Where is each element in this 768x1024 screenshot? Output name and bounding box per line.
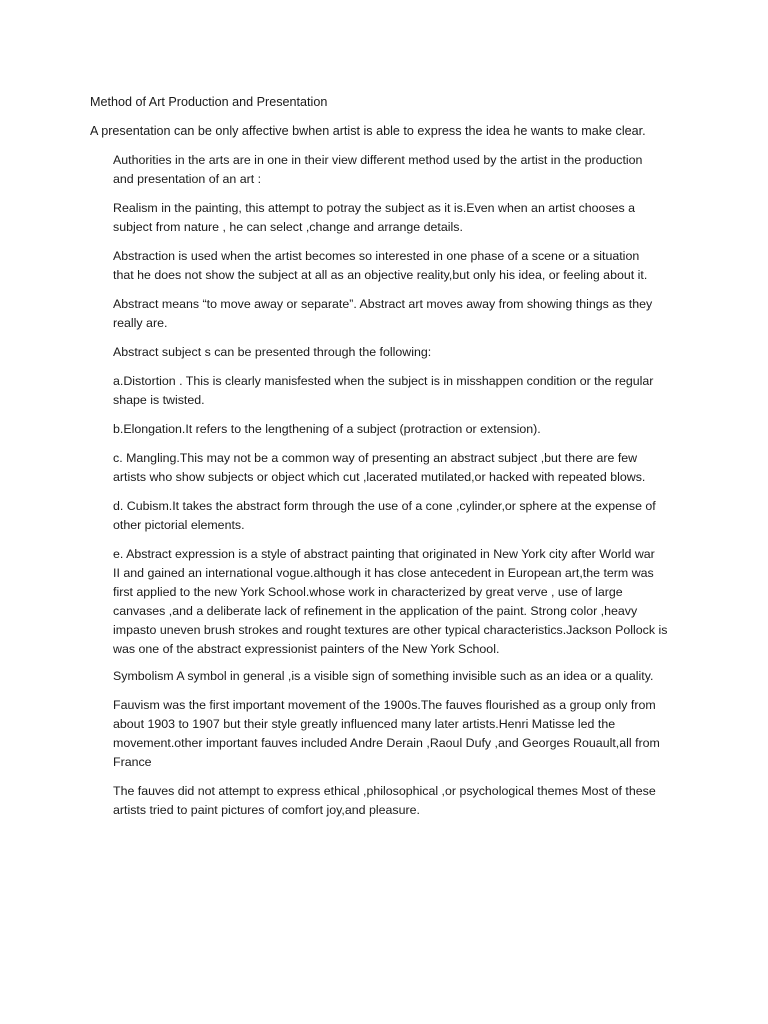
paragraph-fauves-themes xyxy=(113,782,678,820)
paragraph-fauvism xyxy=(113,696,678,772)
text-line: Fauvism was the first important movement of the 1900s.The fauves flourished as a group only from xyxy=(113,698,656,712)
text-line: subject from nature , he can select ,change and arrange details. xyxy=(113,220,463,234)
text-line: really are. xyxy=(113,316,168,330)
paragraph-authorities xyxy=(113,151,678,189)
text-line: shape is twisted. xyxy=(113,393,205,407)
text-line: II and gained an international vogue.although it has close antecedent in European art,the term was xyxy=(113,566,654,580)
text-line: artists who show subjects or object which cut ,lacerated mutilated,or hacked with repeated blows. xyxy=(113,470,646,484)
text-line: a.Distortion . This is clearly manisfested when the subject is in misshappen condition or the regular xyxy=(113,374,654,388)
text-line: Abstract subject s can be presented through the following: xyxy=(113,345,432,359)
text-line: Abstract means “to move away or separate”. Abstract art moves away from showing things as they xyxy=(113,297,653,311)
document-title: Method of Art Production and Presentation xyxy=(90,95,328,109)
text-line: impasto uneven brush strokes and rought textures are other typical characteristics.Jackson Pollock is xyxy=(113,623,668,637)
text-line: The fauves did not attempt to express ethical ,philosophical ,or psychological themes Most of these xyxy=(113,784,656,798)
paragraph-symbolism xyxy=(113,667,678,686)
text-line: movement.other important fauves included Andre Derain ,Raoul Dufy ,and Georges Rouault,all from xyxy=(113,736,660,750)
paragraph-abstract-means xyxy=(113,295,678,333)
text-line: canvases ,and a deliberate lack of refinement in the application of the paint. Strong color ,heavy xyxy=(113,604,638,618)
paragraph-abstract-expression xyxy=(113,545,678,659)
paragraph-mangling xyxy=(113,449,678,487)
text-line: c. Mangling.This may not be a common way of presenting an abstract subject ,but there are few xyxy=(113,451,638,465)
paragraph-elongation xyxy=(113,420,678,439)
text-line: e. Abstract expression is a style of abstract painting that originated in New York city after World war xyxy=(113,547,655,561)
paragraph-abstraction xyxy=(113,247,678,285)
paragraph-cubism xyxy=(113,497,678,535)
text-line: Symbolism A symbol in general ,is a visible sign of something invisible such as an idea or a quality. xyxy=(113,669,654,683)
text-line: Abstraction is used when the artist becomes so interested in one phase of a scene or a situation xyxy=(113,249,640,263)
text-line: was one of the abstract expressionist painters of the New York School. xyxy=(113,642,500,656)
text-line: Authorities in the arts are in one in their view different method used by the artist in the production xyxy=(113,153,643,167)
text-line: that he does not show the subject at all as an objective reality,but only his idea, or feeling about it. xyxy=(113,268,648,282)
paragraph-abstract-subjects xyxy=(113,343,678,362)
text-line: and presentation of an art : xyxy=(113,172,262,186)
text-line: d. Cubism.It takes the abstract form through the use of a cone ,cylinder,or sphere at the expense of xyxy=(113,499,656,513)
intro-paragraph: A presentation can be only affective bwhen artist is able to express the idea he wants to make clear. xyxy=(90,124,646,138)
paragraph-realism xyxy=(113,199,678,237)
paragraph-distortion xyxy=(113,372,678,410)
text-line: b.Elongation.It refers to the lengthening of a subject (protraction or extension). xyxy=(113,422,541,436)
text-line: first applied to the new York School.whose work in characterized by great verve , use of large xyxy=(113,585,623,599)
text-line: other pictorial elements. xyxy=(113,518,245,532)
text-line: Realism in the painting, this attempt to potray the subject as it is.Even when an artist chooses a xyxy=(113,201,636,215)
text-line: France xyxy=(113,755,152,769)
text-line: artists tried to paint pictures of comfort joy,and pleasure. xyxy=(113,803,420,817)
text-line: about 1903 to 1907 but their style greatly influenced many later artists.Henri Matisse led the xyxy=(113,717,616,731)
